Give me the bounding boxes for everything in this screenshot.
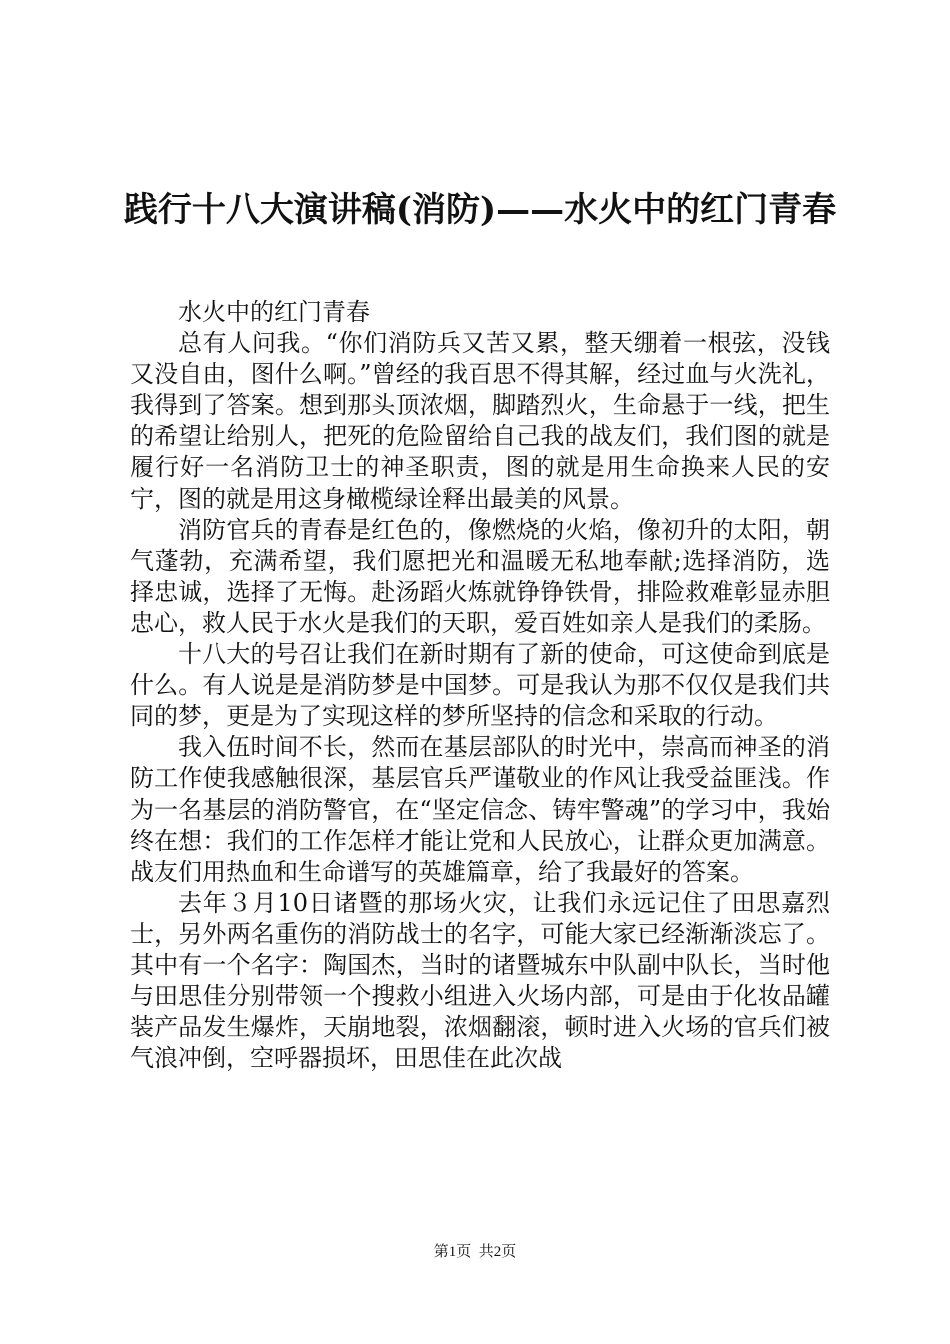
document-subtitle: 水火中的红门青春 bbox=[178, 298, 370, 326]
paragraph: 总有人问我。“你们消防兵又苦又累，整天绷着一根弦，没钱又没自由，图什么啊。”曾经的我百思不得其解，经过血与火洗礼，我得到了答案。想到那头顶浓烟，脚踏烈火，生命悬于一线，把生的希望让给别人，把死的危险留给自己我的战友们，我们图的就是履行好一名消防卫士的神圣职责，图的就是用生命换来人民的安宁，图的就是用这身橄榄绿诠释出最美的风景。 bbox=[130, 329, 830, 513]
paragraph: 我入伍时间不长，然而在基层部队的时光中，崇高而神圣的消防工作使我感触很深，基层官兵严谨敬业的作风让我受益匪浅。作为一名基层的消防警官，在“坚定信念、铸牢警魂”的学习中，我始终在想：我们的工作怎样才能让党和人民放心，让群众更加满意。战友们用热血和生命谱写的英雄篇章，给了我最好的答案。 bbox=[130, 733, 830, 886]
paragraph: 消防官兵的青春是红色的，像燃烧的火焰，像初升的太阳，朝气蓬勃，充满希望，我们愿把光和温暖无私地奉献;选择消防，选择忠诚，选择了无悔。赴汤蹈火炼就铮铮铁骨，排险救难彰显赤胆忠心，救人民于水火是我们的天职，爱百姓如亲人是我们的柔肠。 bbox=[130, 515, 830, 637]
paragraph: 十八大的号召让我们在新时期有了新的使命，可这使命到底是什么。有人说是是消防梦是中国梦。可是我认为那不仅仅是我们共同的梦，更是为了实现这样的梦所坚持的信念和采取的行动。 bbox=[130, 640, 830, 731]
paragraph: 去年３月10日诸暨的那场火灾，让我们永远记住了田思嘉烈士，另外两名重伤的消防战士的名字，可能大家已经渐渐淡忘了。其中有一个名字：陶国杰，当时的诸暨城东中队副中队长，当时他与田思佳分别带领一个搜救小组进入火场内部，可是由于化妆品罐装产品发生爆炸，天崩地裂，浓烟翻滚，顿时进入火场的官兵们被气浪冲倒，空呼器损坏，田思佳在此次战 bbox=[130, 888, 830, 1073]
document-body bbox=[130, 297, 830, 1074]
document-title: 践行十八大演讲稿(消防)——水火中的红门青春 bbox=[123, 190, 837, 230]
page-footer: 第1页 共2页 bbox=[433, 1244, 517, 1260]
